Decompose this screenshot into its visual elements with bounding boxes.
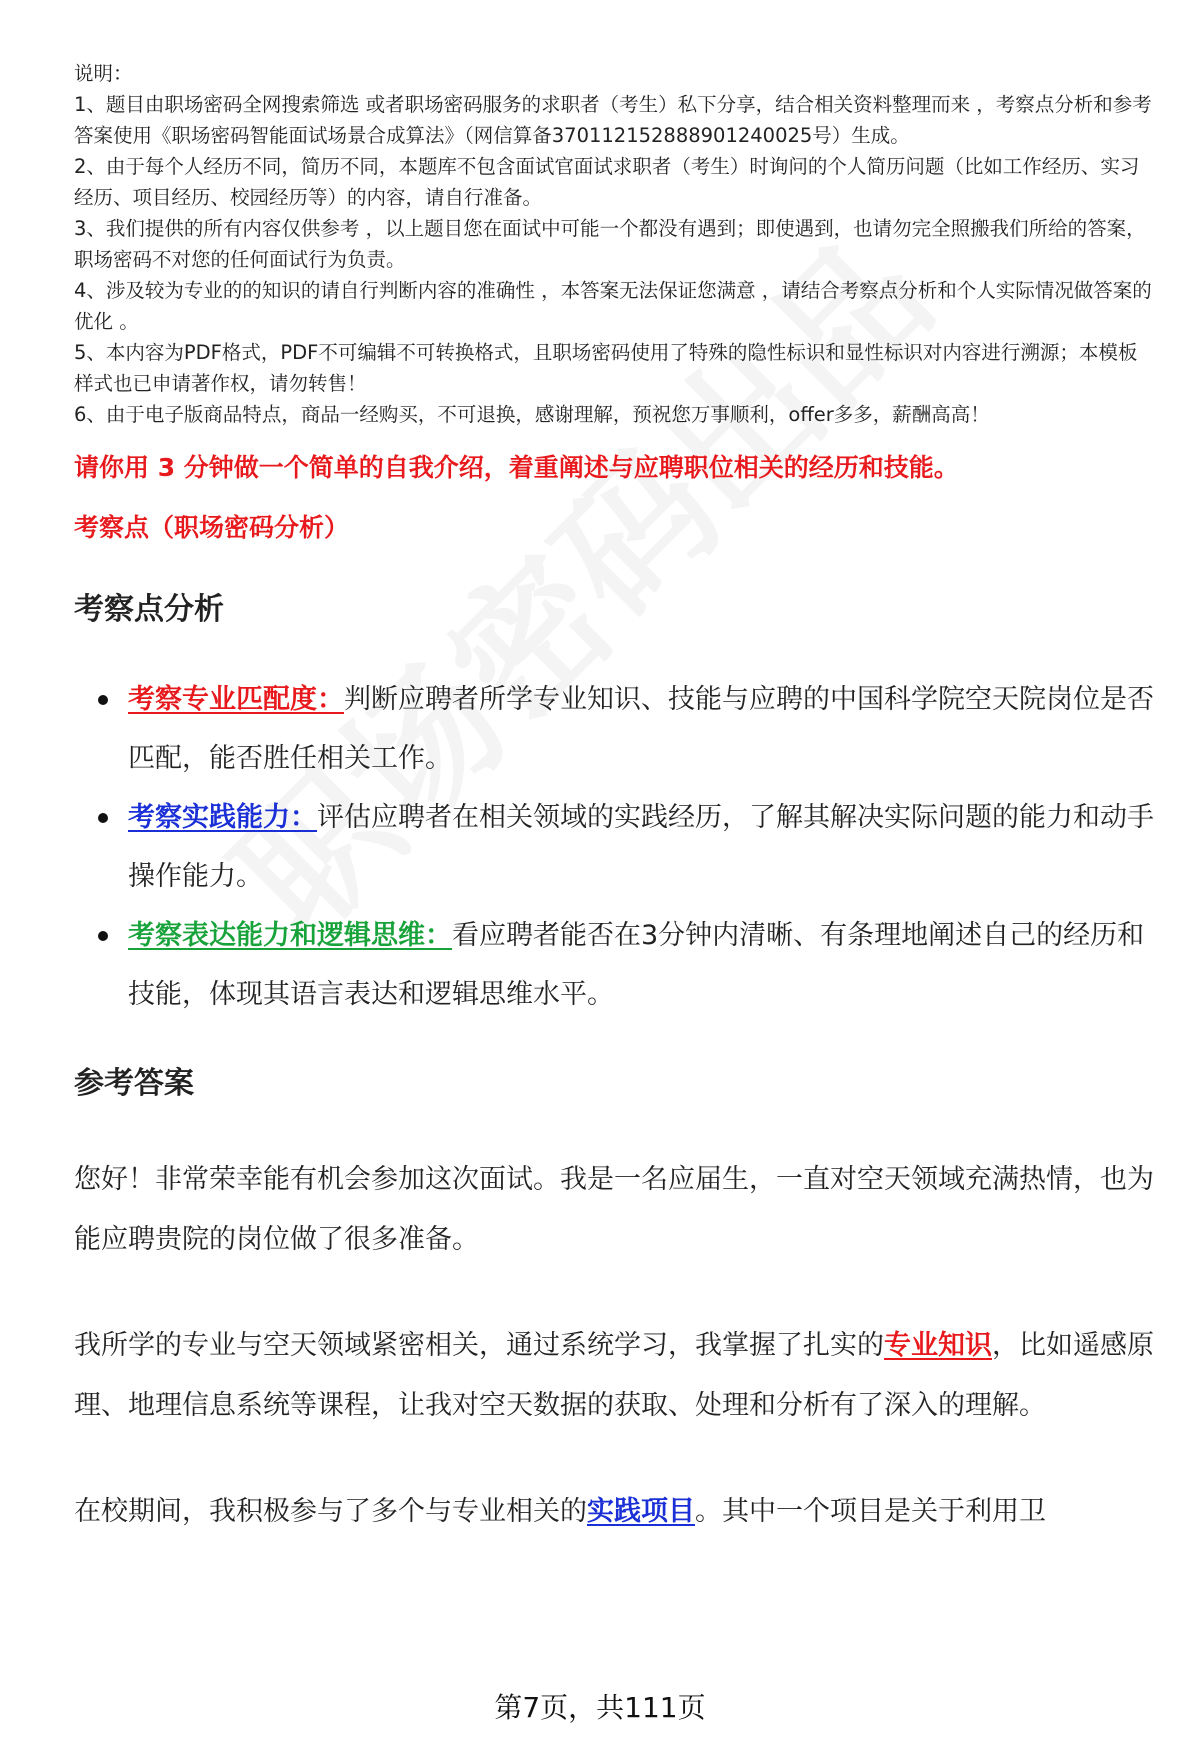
notes-item: 6、由于电子版商品特点，商品一经购买，不可退换，感谢理解，预祝您万事顺利，offer多多，薪酬高高！ — [74, 403, 990, 426]
analysis-item-label: 考察实践能力： — [128, 802, 317, 833]
notes-heading: 说明： — [74, 62, 133, 85]
notes-item: 3、我们提供的所有内容仅供参考 ，以上题目您在面试中可能一个都没有遇到；即使遇到，也请勿完全照搬我们所给的答案，职场密码不对您的任何面试行为负责。 — [74, 217, 1146, 271]
answer-text: ，比如遥感原理、地理信息系统等课程，让我对空天数据的获取、处理和分析有了深入的理解。 — [74, 1330, 1154, 1421]
analysis-item-text: 判断应聘者所学专业知识、技能与应聘的中国科学院空天院岗位是否匹配，能否胜任相关工作。 — [128, 684, 1154, 774]
answer-paragraph — [74, 1482, 1154, 1542]
answer-text: 。其中一个项目是关于利用卫 — [695, 1496, 1046, 1527]
page-footer: 第7页，共111页 — [494, 1691, 706, 1724]
notes-item: 1、题目由职场密码全网搜索筛选 或者职场密码服务的求职者（考生）私下分享，结合相关资料整理而来 ，考察点分析和参考答案使用《职场密码智能面试场景合成算法》（网信算备370112152888901240025号）生成。 — [74, 93, 1152, 147]
bullet-icon — [98, 931, 108, 941]
highlight-practice-projects: 实践项目 — [587, 1496, 695, 1527]
notes-item: 4、涉及较为专业的的知识的请自行判断内容的准确性 ，本答案无法保证您满意 ，请结合考察点分析和个人实际情况做答案的优化 。 — [74, 279, 1152, 333]
analysis-list — [74, 670, 1154, 1024]
answer-text: 我所学的专业与空天领域紧密相关，通过系统学习，我掌握了扎实的 — [74, 1330, 884, 1361]
notes-item: 2、由于每个人经历不同，简历不同，本题库不包含面试官面试求职者（考生）时询问的个人简历问题（比如工作经历、实习经历、项目经历、校园经历等）的内容，请自行准备。 — [74, 155, 1140, 209]
answer-paragraph — [74, 1316, 1154, 1436]
bullet-icon — [98, 695, 108, 705]
kaochadian-label: 考察点（职场密码分析） — [74, 513, 350, 542]
analysis-item-label: 考察专业匹配度： — [128, 684, 344, 715]
interview-question: 请你用 3 分钟做一个简单的自我介绍，着重阐述与应聘职位相关的经历和技能。 — [74, 453, 959, 482]
notes-section — [74, 58, 1154, 430]
analysis-item-text: 评估应聘者在相关领域的实践经历，了解其解决实际问题的能力和动手操作能力。 — [128, 802, 1154, 892]
answer-heading: 参考答案 — [74, 1066, 194, 1101]
analysis-item — [74, 788, 1154, 906]
answer-text: 在校期间，我积极参与了多个与专业相关的 — [74, 1496, 587, 1527]
analysis-item — [74, 670, 1154, 788]
bullet-icon — [98, 813, 108, 823]
highlight-professional-knowledge: 专业知识 — [884, 1330, 992, 1361]
analysis-item-label: 考察表达能力和逻辑思维： — [128, 920, 452, 951]
notes-item: 5、本内容为PDF格式，PDF不可编辑不可转换格式，且职场密码使用了特殊的隐性标识和显性标识对内容进行溯源；本模板样式也已申请著作权，请勿转售！ — [74, 341, 1138, 395]
document-body — [74, 58, 1154, 1542]
analysis-heading: 考察点分析 — [74, 592, 224, 627]
analysis-item — [74, 906, 1154, 1024]
analysis-item-text: 看应聘者能否在3分钟内清晰、有条理地阐述自己的经历和技能，体现其语言表达和逻辑思维水平。 — [128, 920, 1145, 1010]
answer-paragraph: 您好！非常荣幸能有机会参加这次面试。我是一名应届生，一直对空天领域充满热情，也为能应聘贵院的岗位做了很多准备。 — [74, 1164, 1154, 1255]
